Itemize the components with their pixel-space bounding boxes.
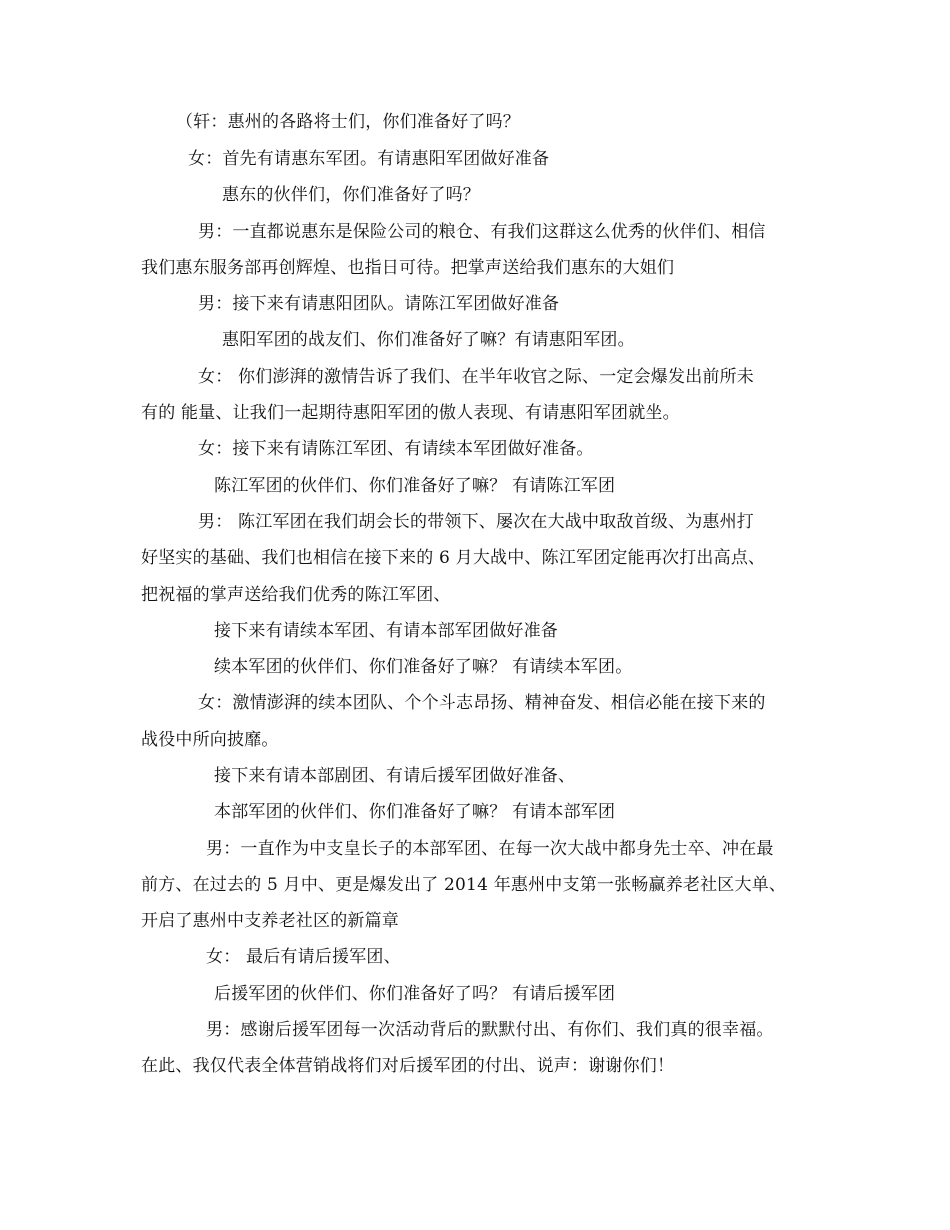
text-line: 男： 陈江军团在我们胡会长的带领下、屡次在大战中取敌首级、为惠州打 bbox=[198, 512, 755, 532]
text-line: 惠阳军团的战友们、你们准备好了嘛？有请惠阳军团。 bbox=[222, 330, 635, 350]
text-line: 开启了惠州中支养老社区的新篇章 bbox=[141, 911, 399, 931]
text-line: 接下来有请本部剧团、有请后援军团做好准备、 bbox=[214, 766, 576, 786]
text-line: 男：感谢后援军团每一次活动背后的默默付出、有你们、我们真的很幸福。 bbox=[206, 1020, 774, 1040]
text-line: 把祝福的掌声送给我们优秀的陈江军团、 bbox=[141, 585, 451, 605]
text-line: 在此、我仅代表全体营销战将们对后援军团的付出、说声：谢谢你们！ bbox=[141, 1056, 675, 1076]
text-line: 男：一直都说惠东是保险公司的粮仓、有我们这群这么优秀的伙伴们、相信 bbox=[198, 222, 766, 242]
text-line: 我们惠东服务部再创辉煌、也指日可待。把掌声送给我们惠东的大姐们 bbox=[141, 258, 675, 278]
text-line: 接下来有请续本军团、有请本部军团做好准备 bbox=[214, 621, 558, 641]
text-line: （轩：惠州的各路将士们，你们准备好了吗？ bbox=[176, 112, 520, 132]
text-line: 本部军团的伙伴们、你们准备好了嘛？ 有请本部军团 bbox=[214, 802, 616, 822]
text-line: 男：一直作为中支皇长子的本部军团、在每一次大战中都身先士卒、冲在最 bbox=[206, 839, 774, 859]
text-line: 有的 能量、让我们一起期待惠阳军团的傲人表现、有请惠阳军团就坐。 bbox=[141, 403, 680, 423]
text-line: 女：激情澎湃的续本团队、个个斗志昂扬、精神奋发、相信必能在接下来的 bbox=[198, 693, 766, 713]
text-line: 男：接下来有请惠阳团队。请陈江军团做好准备 bbox=[198, 294, 560, 314]
text-line: 战役中所向披靡。 bbox=[141, 730, 279, 750]
text-line: 女：接下来有请陈江军团、有请续本军团做好准备。 bbox=[198, 439, 594, 459]
text-line: 陈江军团的伙伴们、你们准备好了嘛？ 有请陈江军团 bbox=[214, 476, 616, 496]
text-line: 续本军团的伙伴们、你们准备好了嘛？ 有请续本军团。 bbox=[214, 657, 633, 677]
text-line: 女：首先有请惠东军团。有请惠阳军团做好准备 bbox=[188, 149, 550, 169]
text-line: 女： 最后有请后援军团、 bbox=[206, 947, 401, 967]
text-line: 女： 你们澎湃的激情告诉了我们、在半年收官之际、一定会爆发出前所未 bbox=[198, 367, 755, 387]
text-line: 好坚实的基础、我们也相信在接下来的 6 月大战中、陈江军团定能再次打出高点、 bbox=[141, 548, 766, 568]
text-line: 后援军团的伙伴们、你们准备好了吗？ 有请后援军团 bbox=[214, 984, 616, 1004]
text-line: 前方、在过去的 5 月中、更是爆发出了 2014 年惠州中支第一张畅赢养老社区大单、 bbox=[141, 875, 787, 895]
text-line: 惠东的伙伴们，你们准备好了吗？ bbox=[222, 185, 480, 205]
